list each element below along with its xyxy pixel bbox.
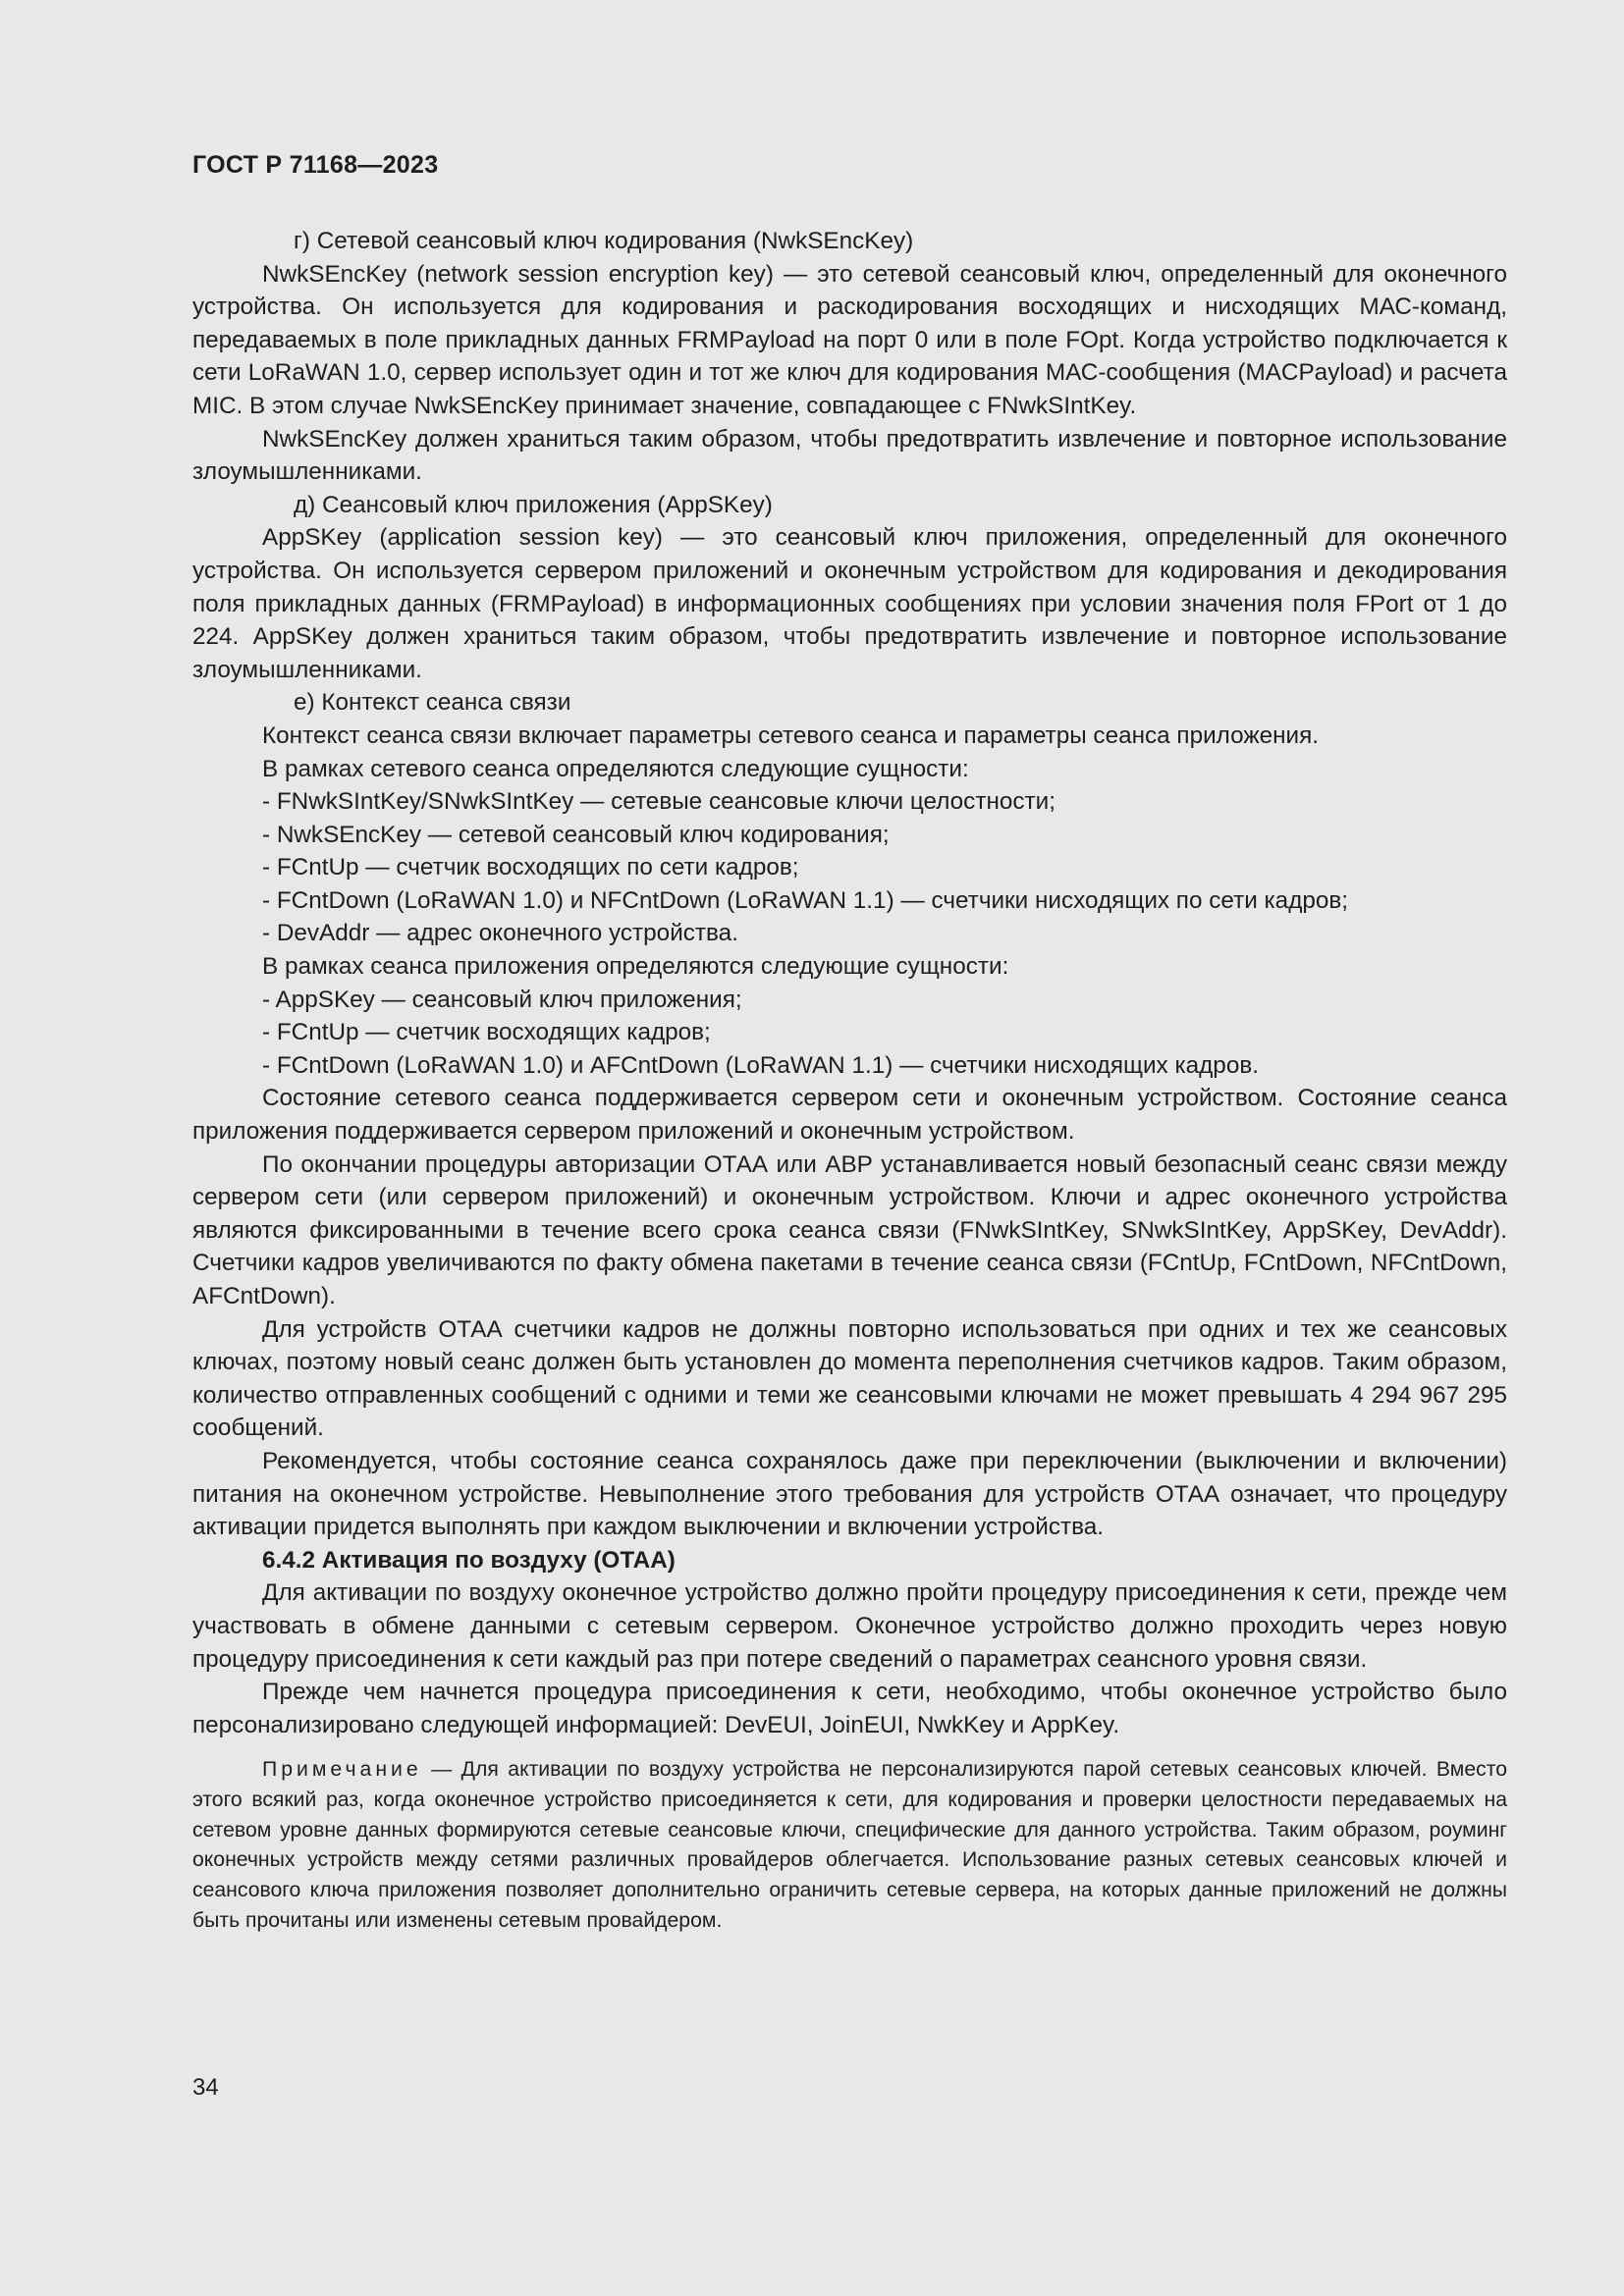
- section-heading-otaa: 6.4.2 Активация по воздуху (ОТАА): [262, 1546, 676, 1574]
- subsection-heading-nwksenckey: г) Сетевой сеансовый ключ кодирования (NwkSEncKey): [294, 228, 914, 254]
- list-item: - DevAddr — адрес оконечного устройства.: [262, 920, 738, 947]
- paragraph: AppSKey (application session key) — это сеансовый ключ приложения, определенный для оконечного устройства. Он используется сервером приложений и оконечным устройством для кодирования и декодирования поля прикладных данных (FRMPayload) в информационных сообщениях при условии значения поля FPort от 1 до 224. AppSKey должен храниться таким образом, чтобы предотвратить извлечение и повторное использование злоумышленниками.: [192, 524, 1507, 683]
- paragraph: Прежде чем начнется процедура присоединения к сети, необходимо, чтобы оконечное устройство было персонализировано следующей информацией: DevEUI, JoinEUI, NwkKey и AppKey.: [192, 1679, 1507, 1738]
- paragraph: Рекомендуется, чтобы состояние сеанса сохранялось даже при переключении (выключении и включении) питания на оконечном устройстве. Невыполнение этого требования для устройств ОТАА означает, что процедуру активации придется выполнять при каждом выключении и включении устройства.: [192, 1447, 1507, 1541]
- paragraph: Для активации по воздуху оконечное устройство должно пройти процедуру присоединения к сети, прежде чем участвовать в обмене данными с сетевым сервером. Оконечное устройство должно проходить через новую процедуру присоединения к сети каждый раз при потере сведений о параметрах сеансного уровня связи.: [192, 1579, 1507, 1673]
- note-label: Примечание: [262, 1758, 422, 1782]
- paragraph: В рамках сеанса приложения определяются следующие сущности:: [262, 953, 1009, 981]
- page-number: 34: [192, 2074, 219, 2101]
- paragraph: NwkSEncKey (network session encryption key) — это сетевой сеансовый ключ, определенный для оконечного устройства. Он используется для кодирования и раскодирования восходящих и нисходящих МАС-команд, передаваемых в поле прикладных данных FRMPayload на порт 0 или в поле FOpt. Когда устройство подключается к сети LoRaWAN 1.0, сервер использует один и тот же ключ для кодирования МАС-сообщения (MACPayload) и расчета MIC. В этом случае NwkSEncKey принимает значение, совпадающее с FNwkSIntKey.: [192, 260, 1507, 419]
- list-item: - FNwkSIntKey/SNwkSIntKey — сетевые сеансовые ключи целостности;: [262, 788, 1056, 816]
- subsection-heading-session-context: е) Контекст сеанса связи: [294, 689, 571, 717]
- paragraph: По окончании процедуры авторизации ОТАА или АВР устанавливается новый безопасный сеанс связи между сервером сети (или сервером приложений) и оконечным устройством. Ключи и адрес оконечного устройства являются фиксированными в течение всего срока сеанса связи (FNwkSIntKey, SNwkSIntKey, AppSKey, DevAddr). Счетчики кадров увеличиваются по факту обмена пакетами в течение сеанса связи (FCntUp, FCntDown, NFCntDown, AFCntDown).: [192, 1150, 1507, 1309]
- list-item: - FCntDown (LoRaWAN 1.0) и NFCntDown (LoRaWAN 1.1) — счетчики нисходящих по сети кадров;: [262, 886, 1349, 914]
- paragraph: Для устройств ОТАА счетчики кадров не должны повторно использоваться при одних и тех же сеансовых ключах, поэтому новый сеанс должен быть установлен до момента переполнения счетчиков кадров. Таким образом, количество отправленных сообщений с одними и теми же сеансовыми ключами не может превышать 4 294 967 295 сообщений.: [192, 1315, 1507, 1442]
- document-header: ГОСТ Р 71168—2023: [192, 151, 439, 179]
- list-item: - FCntUp — счетчик восходящих по сети кадров;: [262, 854, 799, 881]
- subsection-heading-appskey: д) Сеансовый ключ приложения (AppSKey): [294, 491, 773, 518]
- list-item: - AppSKey — сеансовый ключ приложения;: [262, 986, 742, 1013]
- paragraph: В рамках сетевого сеанса определяются следующие сущности:: [262, 755, 969, 782]
- document-body: [192, 225, 1507, 1937]
- note-text: — Для активации по воздуху устройства не персонализируются парой сетевых сеансовых ключей. Вместо этого всякий раз, когда оконечное устройство присоединяется к сети, для кодирования и проверки целостности передаваемых на сетевом уровне данных формируются сетевые сеансовые ключи, специфические для данного устройства. Таким образом, роуминг оконечных устройств между сетями различных провайдеров облегчается. Использование разных сетевых сеансовых ключей и сеансового ключа приложения позволяет дополнительно ограничить сетевые сервера, на которых данные приложений не должны быть прочитаны или изменены сетевым провайдером.: [192, 1758, 1507, 1932]
- list-item: - FCntUp — счетчик восходящих кадров;: [262, 1019, 711, 1046]
- list-item: - FCntDown (LoRaWAN 1.0) и AFCntDown (LoRaWAN 1.1) — счетчики нисходящих кадров.: [262, 1051, 1259, 1079]
- paragraph: Контекст сеанса связи включает параметры сетевого сеанса и параметры сеанса приложения.: [262, 721, 1320, 749]
- paragraph: NwkSEncKey должен храниться таким образом, чтобы предотвратить извлечение и повторное использование злоумышленниками.: [192, 425, 1507, 486]
- note: [192, 1755, 1507, 1936]
- list-item: - NwkSEncKey — сетевой сеансовый ключ кодирования;: [262, 821, 890, 848]
- paragraph: Состояние сетевого сеанса поддерживается сервером сети и оконечным устройством. Состояние сеанса приложения поддерживается сервером приложений и оконечным устройством.: [192, 1085, 1507, 1146]
